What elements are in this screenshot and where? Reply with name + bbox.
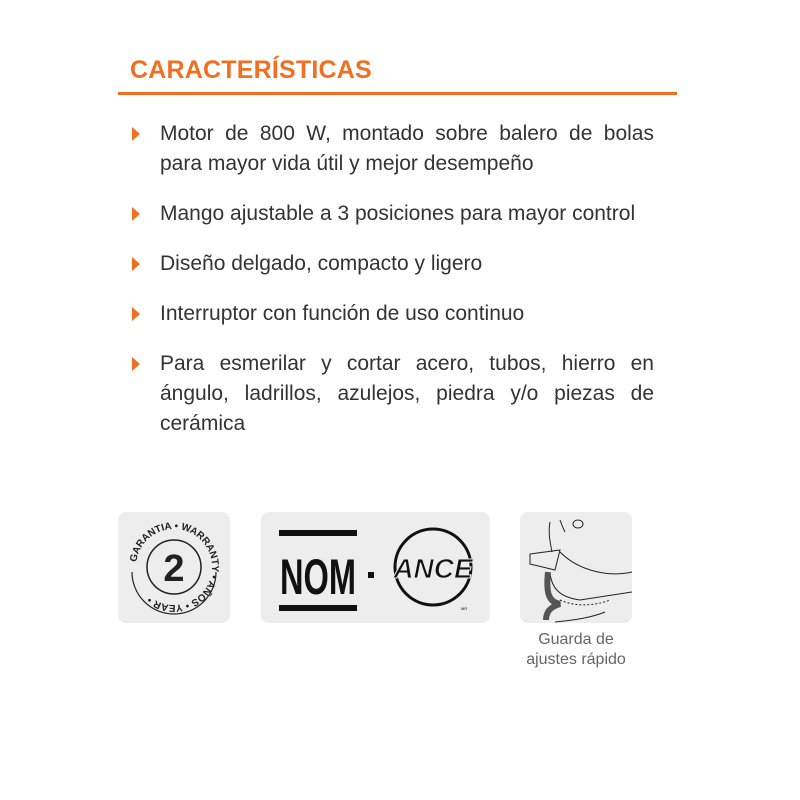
- svg-text:GARANTIA • WARRANTY • AÑOS • Y: GARANTIA • WARRANTY • AÑOS • YEAR •: [128, 520, 221, 614]
- features-list: [130, 119, 654, 459]
- bullet-arrow-icon: [132, 207, 140, 221]
- list-item: Motor de 800 W, montado sobre balero de bolas para mayor vida útil y mejor desempeño: [130, 119, 654, 179]
- bullet-arrow-icon: [132, 257, 140, 271]
- bullet-arrow-icon: [132, 307, 140, 321]
- list-item: Interruptor con función de uso continuo: [130, 299, 654, 329]
- warranty-seal-icon: [118, 512, 230, 623]
- bullet-arrow-icon: [132, 357, 140, 371]
- svg-text:MR: MR: [461, 606, 468, 611]
- bullet-arrow-icon: [132, 127, 140, 141]
- nom-ance-logo: [261, 512, 490, 623]
- svg-text:2: 2: [163, 548, 185, 590]
- grinder-guard-illustration: [520, 512, 632, 623]
- list-item: Para esmerilar y cortar acero, tubos, hierro en ángulo, ladrillos, azulejos, piedra y/o piezas de cerámica: [130, 349, 654, 439]
- title-divider: [118, 92, 677, 95]
- quick-guard-badge: [520, 512, 632, 623]
- svg-text:ANCE: ANCE: [393, 553, 473, 584]
- guard-caption: Guarda de ajustes rápido: [526, 631, 626, 668]
- section-title: CARACTERÍSTICAS: [130, 56, 372, 84]
- svg-text:NOM: NOM: [280, 549, 356, 605]
- warranty-badge: [118, 512, 230, 623]
- list-item: Mango ajustable a 3 posiciones para mayor control: [130, 199, 654, 229]
- nom-ance-badge: [261, 512, 490, 623]
- list-item: Diseño delgado, compacto y ligero: [130, 249, 654, 279]
